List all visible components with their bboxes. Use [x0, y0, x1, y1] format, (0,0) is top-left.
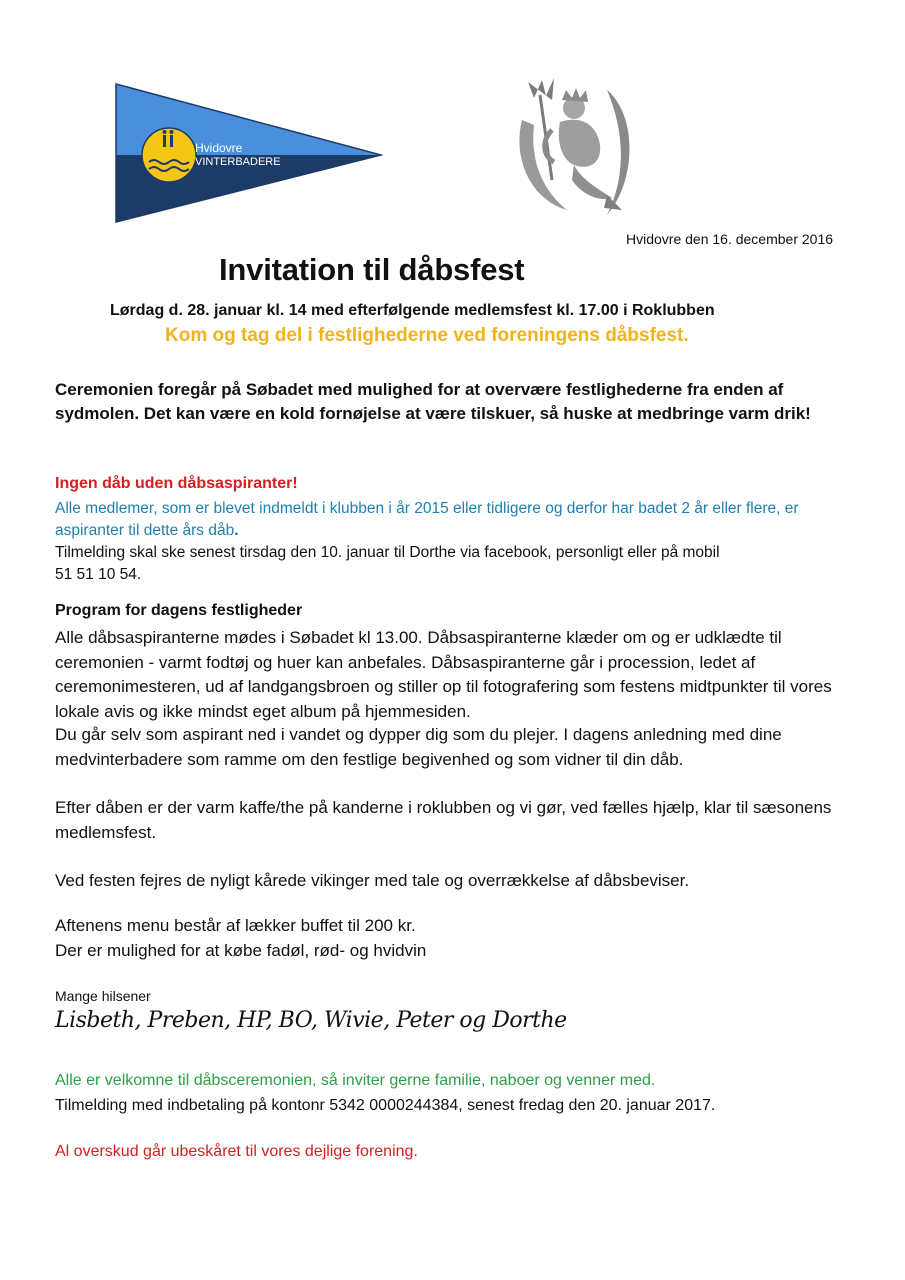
drinks-line: Der er mulighed for at købe fadøl, rød- og hvidvin — [55, 940, 427, 960]
logo-line1: Hvidovre — [195, 141, 243, 155]
logo-line2: VINTERBADERE — [195, 156, 281, 168]
program-paragraph-4: Ved festen fejres de nyligt kårede vikinger med tale og overrækkelse af dåbsbeviser. — [55, 871, 690, 890]
aspirants-heading: Ingen dåb uden dåbsaspiranter! — [55, 475, 298, 492]
letter-date: Hvidovre den 16. december 2016 — [626, 231, 834, 247]
intro-paragraph: Ceremonien foregår på Søbadet med mulighed for at overvære festlighederne fra enden af sydmolen. Det kan være en kold fornøjelse at være tilskuer, så huske at medbringe varm drik! — [55, 380, 811, 423]
menu-line: Aftenens menu består af lækker buffet til 200 kr. — [55, 916, 416, 935]
aspirants-text-body: Alle medlemer, som er blevet indmeldt i klubben i år 2015 eller tidligere og derfor har badet 2 år eller flere, er aspiranter til dette års dåb — [55, 500, 799, 539]
signature: Lisbeth, Preben, HP, BO, Wivie, Peter og Dorthe — [55, 1008, 567, 1033]
program-heading: Program for dagens festligheder — [55, 602, 303, 619]
greeting: Mange hilsener — [55, 988, 151, 1004]
program-paragraph-3: Efter dåben er der varm kaffe/the på kanderne i roklubben og vi gør, ved fælles hjælp, klar til sæsonens medlemsfest. — [55, 798, 832, 842]
event-tagline: Kom og tag del i festlighederne ved foreningens dåbsfest. — [165, 325, 689, 346]
welcome-note: Alle er velkomne til dåbsceremonien, så inviter gerne familie, naboer og venner med. — [55, 1072, 656, 1089]
signup-line1: Tilmelding skal ske senest tirsdag den 10. januar til Dorthe via facebook, personligt eller på mobil — [55, 544, 720, 561]
aspirants-text-end: . — [234, 522, 239, 539]
neptune-mermaid-emblem-icon — [512, 70, 637, 225]
hvidovre-vinterbadere-logo — [113, 82, 383, 224]
program-paragraph-5 — [55, 914, 855, 963]
aspirants-text — [55, 498, 855, 542]
payment-note: Tilmelding med indbetaling på kontonr 5342 0000244384, senest fredag den 20. januar 2017. — [55, 1097, 716, 1114]
signup-line2: 51 51 10 54. — [55, 566, 142, 583]
aspirants-signup — [55, 542, 855, 586]
page-title: Invitation til dåbsfest — [219, 252, 525, 287]
program-paragraph-2: Du går selv som aspirant ned i vandet og dypper dig som du plejer. I dagens anledning med dine medvinterbadere som ramme om den festlige begivenhed og som vidner til din dåb. — [55, 725, 782, 769]
program-paragraph-1: Alle dåbsaspiranterne mødes i Søbadet kl 13.00. Dåbsaspiranterne klæder om og er udklædte til ceremonien - varmt fodtøj og huer kan anbefales. Dåbsaspiranterne går i procession, ledet af ceremonimesteren, ud af landgangsbroen og stiller op til fotografering som festens midtpunkter til vores lokale avis og ikke mindst eget album på hjemmesiden. — [55, 628, 832, 721]
closing-note: Al overskud går ubeskåret til vores dejlige forening. — [55, 1143, 418, 1160]
event-subtitle: Lørdag d. 28. januar kl. 14 med efterfølgende medlemsfest kl. 17.00 i Roklubben — [110, 302, 715, 319]
